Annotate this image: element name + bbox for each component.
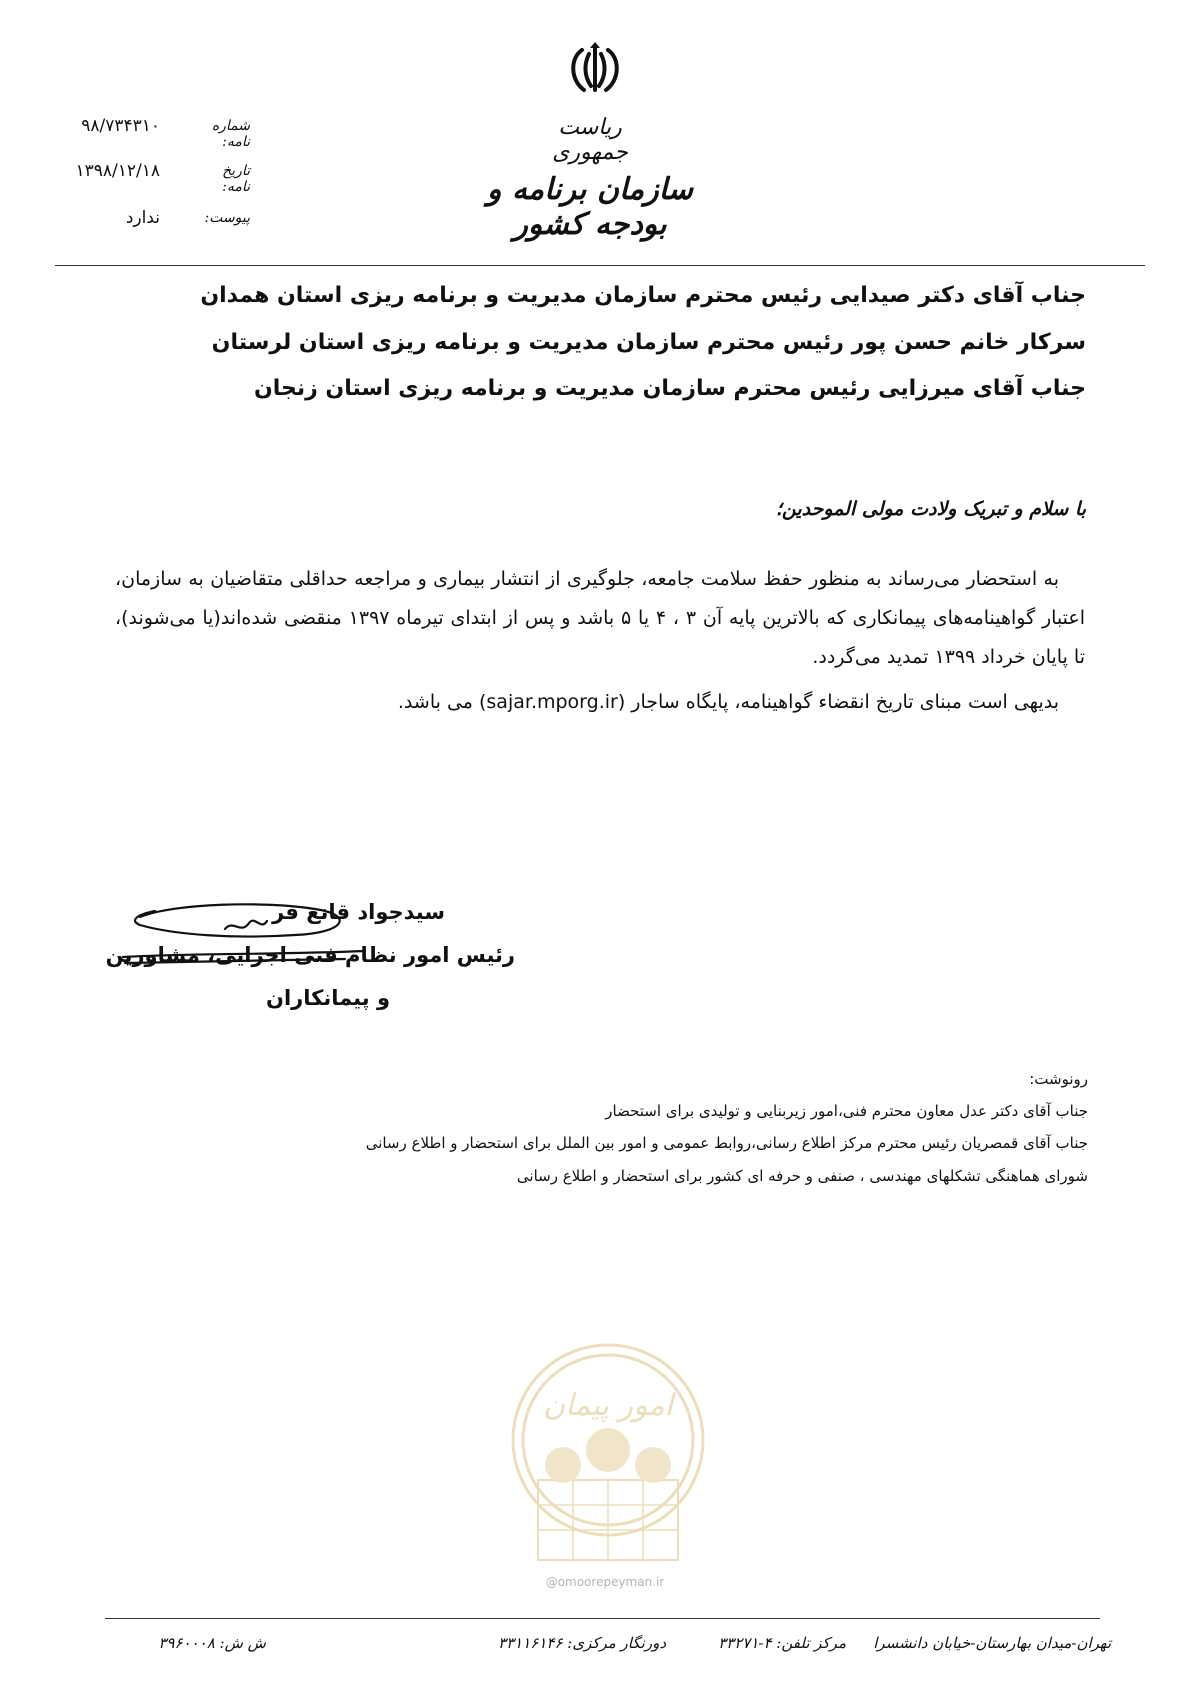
footer-address: تهران-میدان بهارستان-خیابان دانشسرا — [873, 1634, 1111, 1652]
footer-divider — [105, 1618, 1100, 1619]
letter-date-value: ۱۳۹۸/۱۲/۱۸ — [75, 161, 160, 181]
footer-phone: مرکز تلفن: ۴-۳۳۲۷۱ — [718, 1634, 846, 1652]
iran-emblem-icon — [550, 40, 640, 100]
addressee-hamedan: جناب آقای دکتر صیدایی رئیس محترم سازمان مدیریت و برنامه ریزی استان همدان — [200, 283, 1086, 308]
letter-number-value: ۹۸/۷۳۴۳۱۰ — [81, 116, 160, 136]
signatory-name: سیدجواد قانع فر — [272, 900, 445, 924]
header-divider — [55, 265, 1145, 266]
handwritten-signature — [115, 895, 495, 975]
letter-number-label: شماره نامه: — [211, 118, 250, 150]
brand-line-presidency: ریاست جمهوری — [552, 115, 628, 165]
attachment-label: پیوست: — [204, 210, 250, 226]
watermark-handle: @omoorepeyman.ir — [545, 1575, 665, 1589]
watermark-seal-text: امور پیمان — [543, 1388, 673, 1423]
footer-fax: دورنگار مرکزی: ۳۳۱۱۶۱۴۶ — [498, 1634, 666, 1652]
brand-line-organization: سازمان برنامه و بودجه کشور — [487, 172, 693, 242]
cc-item: شورای هماهنگی تشکلهای مهندسی ، صنفی و حرفه ای کشور برای استحضار و اطلاع رسانی — [516, 1167, 1088, 1185]
addressee-lorestan: سرکار خانم حسن پور رئیس محترم سازمان مدیریت و برنامه ریزی استان لرستان — [211, 330, 1086, 355]
letter-date-label: تاریخ نامه: — [222, 163, 250, 195]
body-paragraph: بدیهی است مبنای تاریخ انقضاء گواهینامه، پایگاه ساجار (sajar.mporg.ir) می باشد. — [397, 691, 1059, 713]
addressee-zanjan: جناب آقای میرزایی رئیس محترم سازمان مدیریت و برنامه ریزی استان زنجان — [253, 376, 1086, 401]
body-paragraph: به استحضار می‌رساند به منظور حفظ سلامت جامعه، جلوگیری از انتشار بیماری و مراجعه حداقلی متقاضیان به سازمان، اعتبار گواهینامه‌های پیمانکاری که بالاترین پایه آن ۳ ، ۴ یا ۵ باشد و پس از ابتدای تیرماه ۱۳۹۷ منقضی شده‌اند(یا می‌شوند)، تا پایان خرداد ۱۳۹۹ تمدید می‌گردد. — [115, 568, 1086, 668]
attachment-value: ندارد — [125, 208, 160, 228]
cc-item: جناب آقای قمصریان رئیس محترم مرکز اطلاع رسانی،روابط عمومی و امور بین الملل برای استحضار و اطلاع رسانی — [365, 1134, 1088, 1152]
signatory-title: رئیس امور نظام فنی اجرایی، مشاورین — [105, 943, 515, 967]
salutation: با سلام و تبریک ولادت مولی الموحدین؛ — [775, 498, 1086, 520]
cc-heading: رونوشت: — [1029, 1070, 1088, 1088]
letter-body — [115, 560, 1085, 722]
cc-item: جناب آقای دکتر عدل معاون محترم فنی،امور زیربنایی و تولیدی برای استحضار — [605, 1102, 1088, 1120]
omoorepeyman-watermark-seal — [508, 1330, 708, 1600]
footer-postal-code: ش ش: ۳۹۶۰۰۰۸ — [158, 1634, 266, 1652]
signatory-title-continued: و پیمانکاران — [266, 986, 390, 1010]
